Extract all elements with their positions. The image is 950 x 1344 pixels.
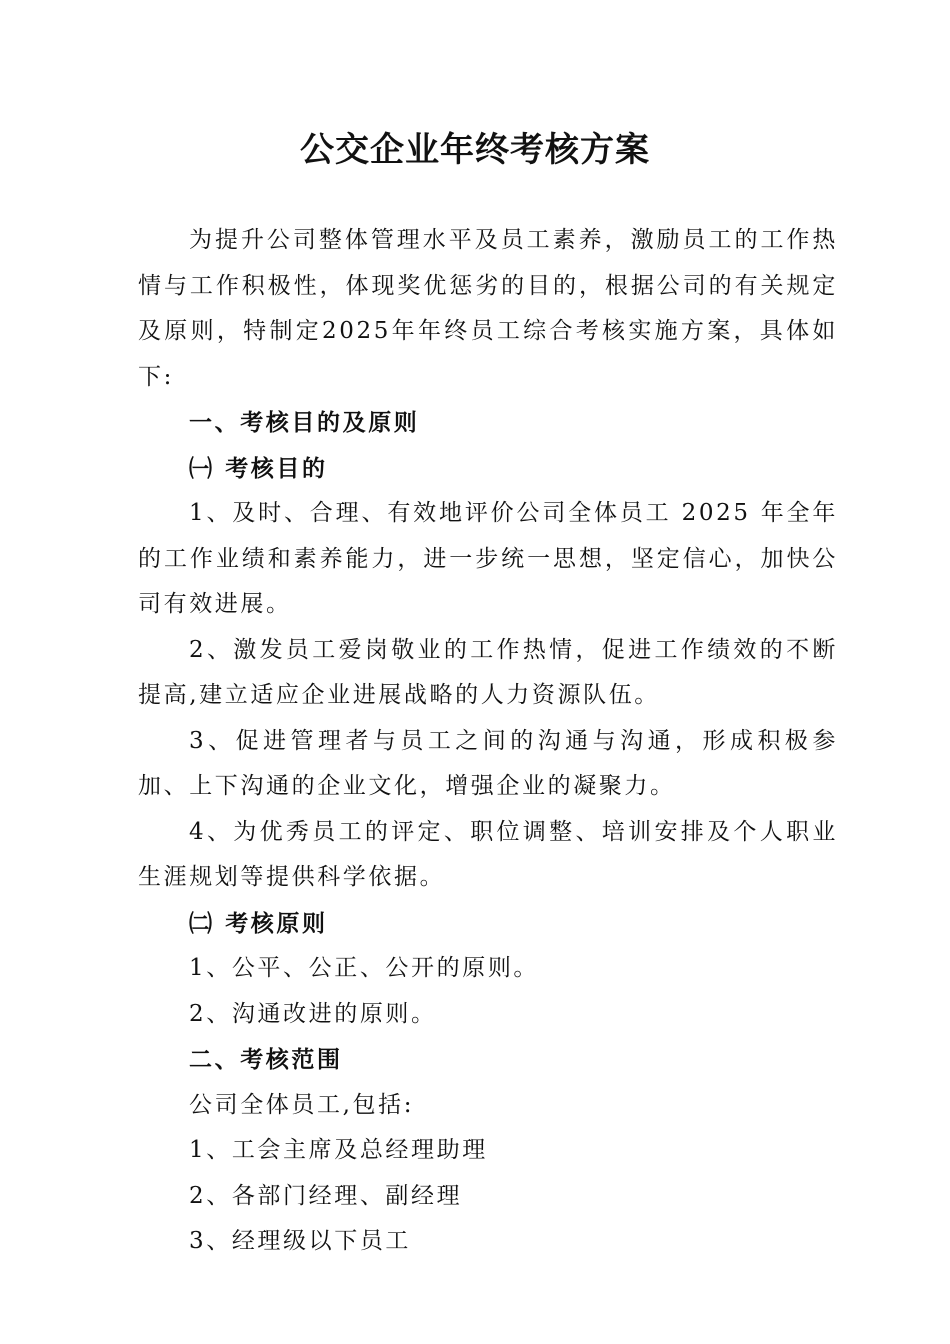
document-title: 公交企业年终考核方案: [300, 130, 650, 170]
scope-item-2: 2、各部门经理、副经理: [189, 1182, 463, 1209]
section-heading-purpose-principles: 一、考核目的及原则: [189, 409, 420, 436]
purpose-item-1: 1、及时、合理、有效地评价公司全体员工 2025 年全年的工作业绩和素养能力，进一步统一思想，坚定信心，加快公司有效进展。: [138, 500, 838, 617]
purpose-item-3: 3、促进管理者与员工之间的沟通与沟通，形成积极参加、上下沟通的企业文化，增强企业的凝聚力。: [138, 727, 838, 799]
section-heading-scope: 二、考核范围: [189, 1046, 343, 1073]
scope-item-1: 1、工会主席及总经理助理: [189, 1137, 488, 1163]
principle-item-1: 1、公平、公正、公开的原则。: [189, 955, 540, 981]
intro-paragraph: 为提升公司整体管理水平及员工素养，激励员工的工作热情与工作积极性，体现奖优惩劣的目的，根据公司的有关规定及原则，特制定2025年年终员工综合考核实施方案，具体如下:: [138, 227, 838, 390]
scope-lead: 公司全体员工,包括:: [189, 1091, 415, 1118]
document-body: [138, 218, 838, 1265]
purpose-item-4: 4、为优秀员工的评定、职位调整、培训安排及个人职业生涯规划等提供科学依据。: [138, 818, 838, 890]
subsection-heading-purpose: ㈠ 考核目的: [189, 454, 328, 482]
purpose-item-2: 2、激发员工爱岗敬业的工作热情，促进工作绩效的不断提高,建立适应企业进展战略的人力资源队伍。: [138, 636, 838, 708]
scope-item-3: 3、经理级以下员工: [189, 1228, 412, 1254]
subsection-heading-principles: ㈡ 考核原则: [189, 909, 328, 937]
principle-item-2: 2、沟通改进的原则。: [189, 1000, 437, 1027]
